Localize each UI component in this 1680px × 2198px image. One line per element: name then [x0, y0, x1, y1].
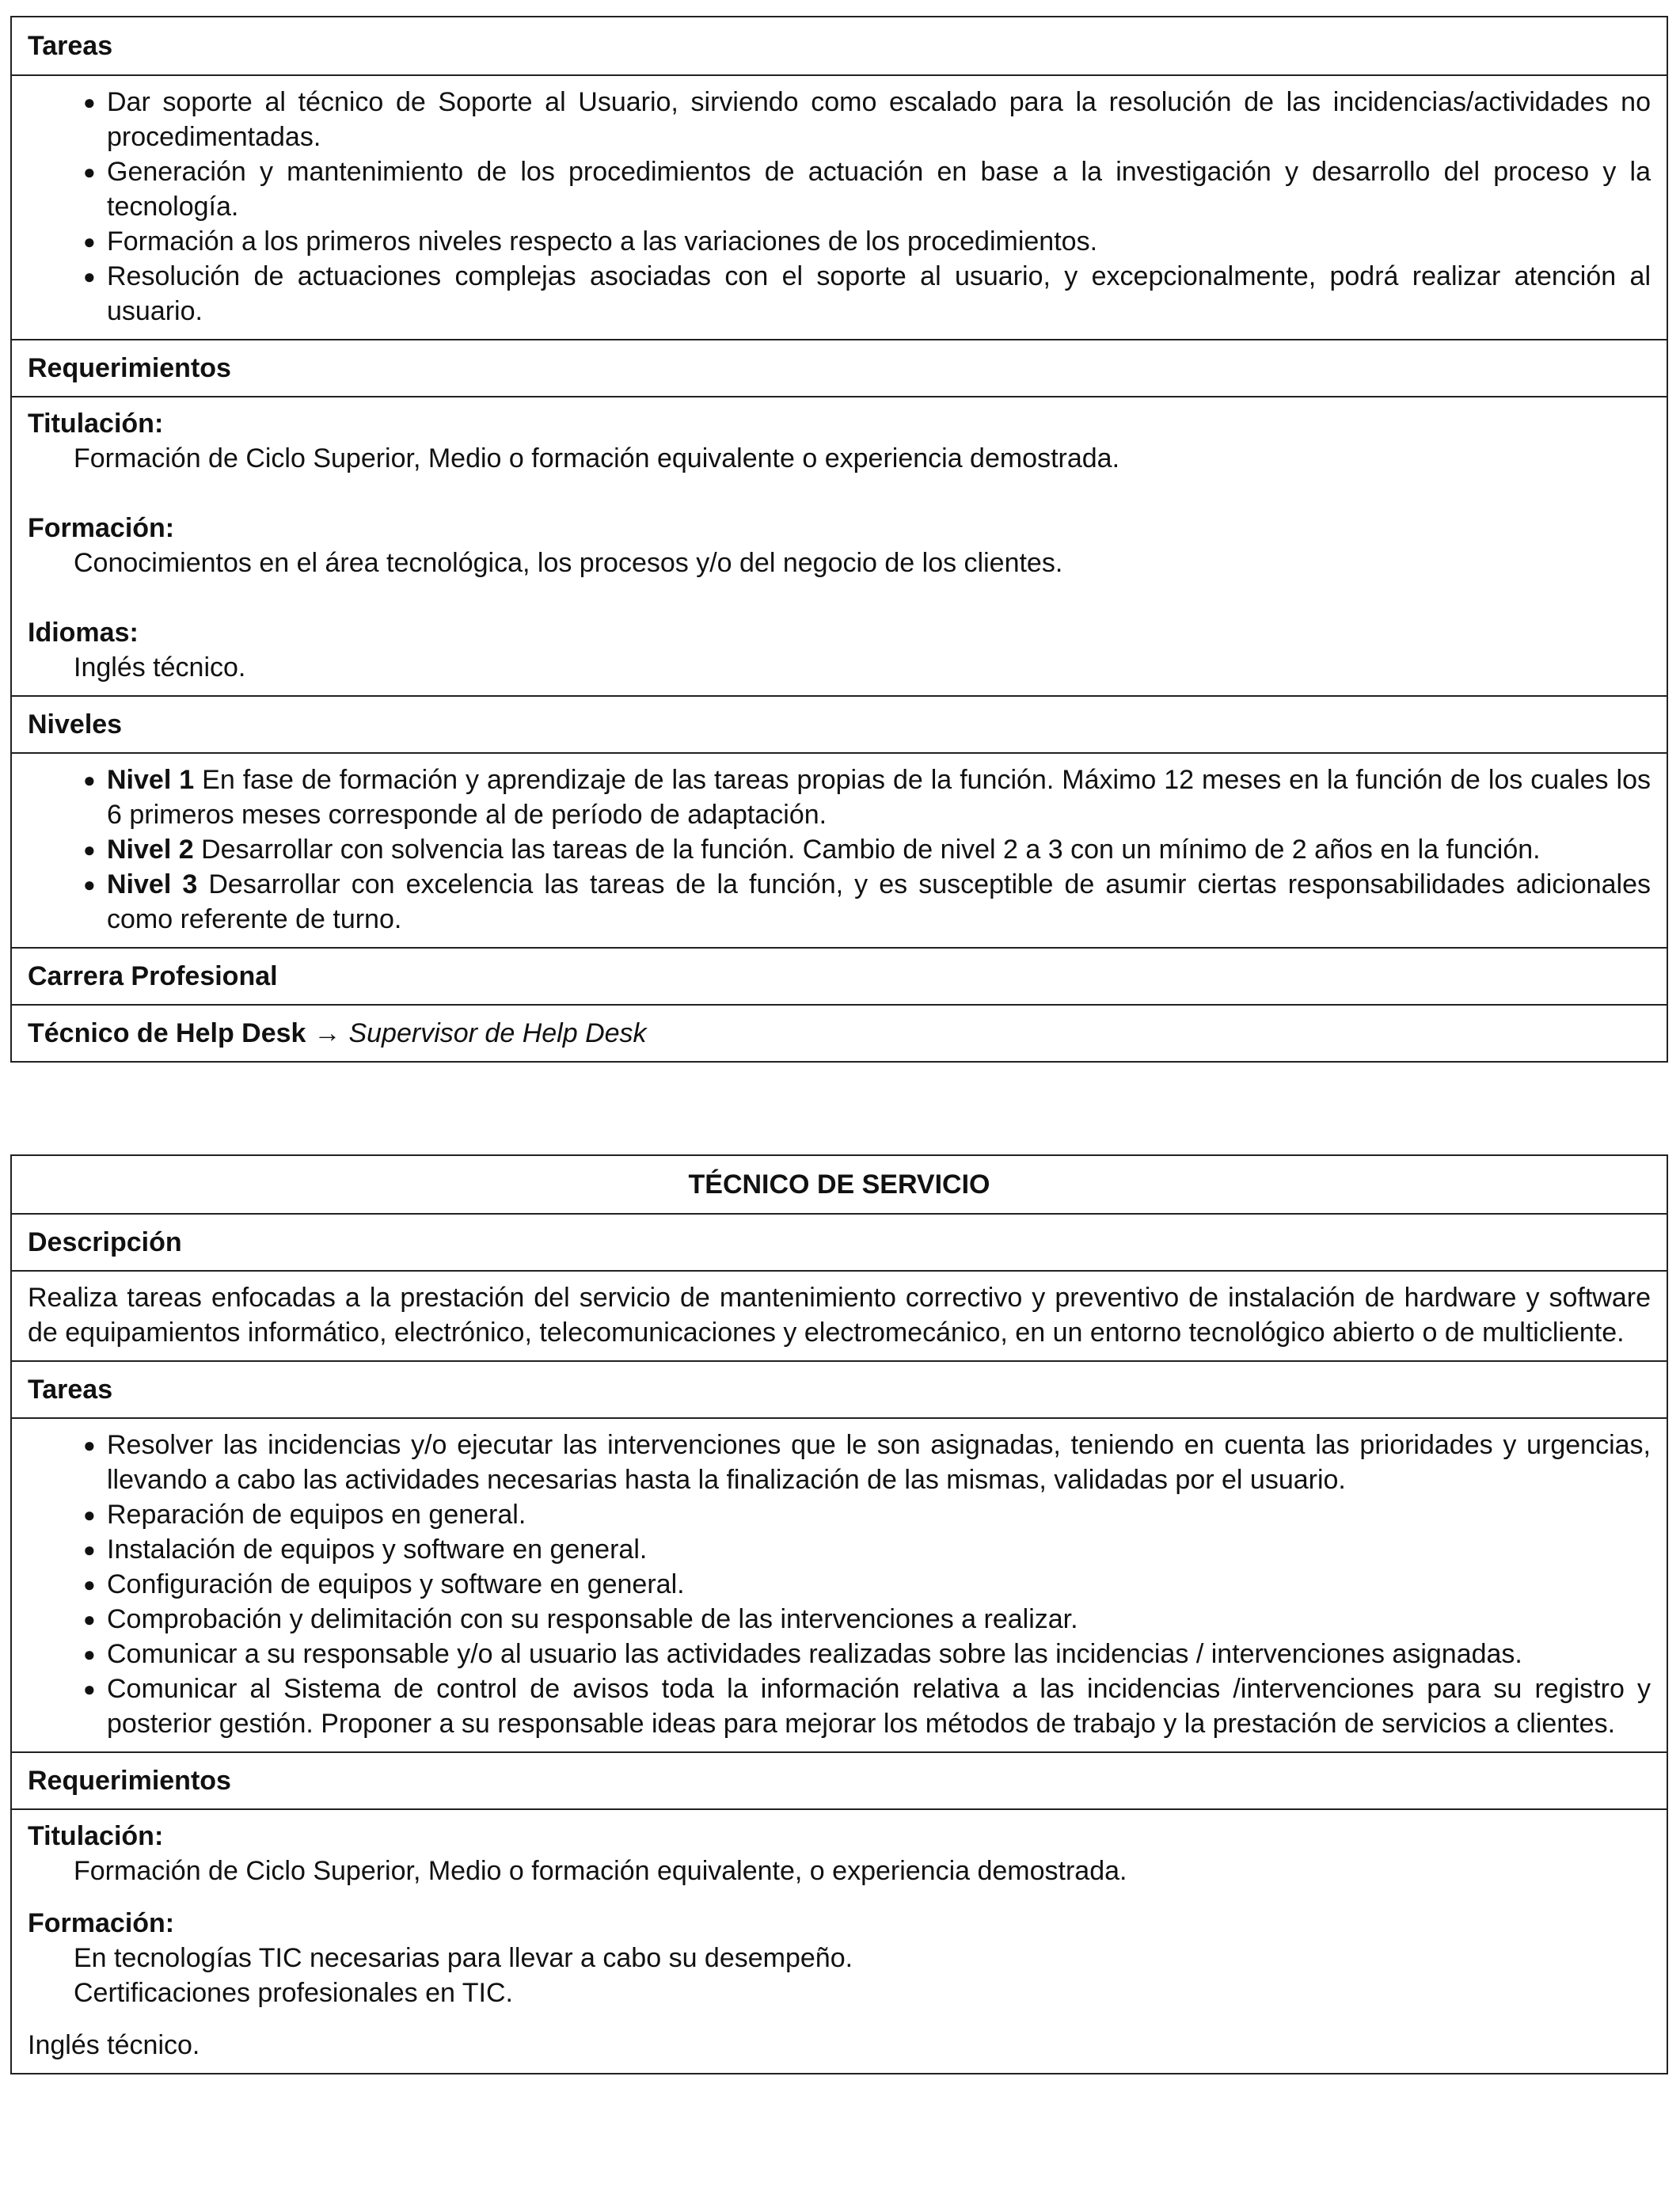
nivel-text: Desarrollar con excelencia las tareas de la función, y es susceptible de asumir ciertas responsabilidades adicionales como referente de turno. [107, 869, 1651, 934]
profile-title: TÉCNICO DE SERVICIO [688, 1169, 990, 1200]
list-item: ● Comprobación y delimitación con su responsable de las intervenciones a realizar. [28, 1602, 1651, 1637]
requerimientos-heading: Requerimientos [12, 1751, 1667, 1808]
tareas-heading: Tareas [12, 1360, 1667, 1417]
list-item: ● Resolución de actuaciones complejas asociadas con el soporte al usuario, y excepcionalmente, podrá realizar atención al usuario. [28, 259, 1651, 329]
niveles-section [12, 752, 1667, 947]
idiomas-text: Inglés técnico. [74, 652, 246, 683]
formacion-line: En tecnologías TIC necesarias para llevar a cabo su desempeño. [74, 1943, 853, 1973]
formacion-text: Conocimientos en el área tecnológica, los procesos y/o del negocio de los clientes. [74, 548, 1063, 578]
niveles-list [28, 762, 1651, 937]
nivel-label: Nivel 3 [107, 869, 198, 899]
descripcion-text: Realiza tareas enfocadas a la prestación del servicio de mantenimiento correctivo y preventivo de instalación de hardware y software de equipamientos informático, electrónico, telecomunicaciones y electromecánico, en un entorno tecnológico abierto o de multicliente. [12, 1270, 1667, 1360]
idiomas-label: Idiomas: [28, 618, 139, 648]
carrera-to: Supervisor de Help Desk [348, 1017, 647, 1048]
titulacion-label: Titulación: [28, 1821, 164, 1851]
tareas-list [28, 1428, 1651, 1741]
nivel-label: Nivel 1 [107, 765, 195, 795]
titulacion-text: Formación de Ciclo Superior, Medio o formación equivalente o experiencia demostrada. [74, 443, 1120, 473]
list-item: ● Reparación de equipos en general. [28, 1497, 1651, 1532]
requerimientos-section [12, 1808, 1667, 2073]
tareas-heading: Tareas [28, 30, 113, 61]
requerimientos-heading: Requerimientos [12, 339, 1667, 396]
formacion-label: Formación: [28, 1908, 175, 1938]
list-item: ● Dar soporte al técnico de Soporte al Usuario, sirviendo como escalado para la resolución de las incidencias/actividades no procedimentadas. [28, 85, 1651, 154]
titulacion-label: Titulación: [28, 409, 164, 439]
list-item: ● Comunicar a su responsable y/o al usuario las actividades realizadas sobre las incidencias / intervenciones asignadas. [28, 1637, 1651, 1671]
list-item: ● Generación y mantenimiento de los procedimientos de actuación en base a la investigación y desarrollo del proceso y la tecnología. [28, 154, 1651, 224]
carrera-path [12, 1004, 1667, 1061]
nivel-text: Desarrollar con solvencia las tareas de la función. Cambio de nivel 2 a 3 con un mínimo de 2 años en la función. [193, 835, 1541, 865]
list-item: ● Formación a los primeros niveles respecto a las variaciones de los procedimientos. [28, 224, 1651, 259]
nivel-label: Nivel 2 [107, 835, 194, 865]
job-profile-table-2 [10, 1154, 1668, 2074]
requerimientos-section [12, 396, 1667, 695]
list-item: ● Configuración de equipos y software en general. [28, 1567, 1651, 1602]
formacion-label: Formación: [28, 513, 175, 543]
carrera-heading: Carrera Profesional [12, 947, 1667, 1004]
list-item [28, 832, 1651, 867]
nivel-text: En fase de formación y aprendizaje de las tareas propias de la función. Máximo 12 meses en la función de los cuales los 6 primeros meses corresponde al de período de adaptación. [107, 765, 1651, 830]
arrow-right-icon: → [314, 1017, 341, 1048]
list-item [28, 762, 1651, 832]
list-item [28, 867, 1651, 937]
tareas-list [28, 85, 1651, 329]
niveles-heading: Niveles [12, 695, 1667, 752]
tareas-section [12, 1417, 1667, 1751]
tareas-section [12, 74, 1667, 339]
titulacion-text: Formación de Ciclo Superior, Medio o formación equivalente, o experiencia demostrada. [74, 1856, 1127, 1886]
formacion-line: Certificaciones profesionales en TIC. [74, 1978, 513, 2008]
descripcion-heading: Descripción [12, 1213, 1667, 1270]
idiomas-text: Inglés técnico. [28, 2030, 200, 2060]
carrera-from: Técnico de Help Desk [28, 1017, 306, 1048]
list-item: ● Instalación de equipos y software en general. [28, 1532, 1651, 1567]
list-item: ● Resolver las incidencias y/o ejecutar las intervenciones que le son asignadas, teniendo en cuenta las prioridades y urgencias, llevando a cabo las actividades necesarias hasta la finalización de las mismas, validadas por el usuario. [28, 1428, 1651, 1497]
job-profile-table-1 [10, 16, 1668, 1063]
list-item: ● Comunicar al Sistema de control de avisos toda la información relativa a las incidencias /intervenciones para su registro y posterior gestión. Proponer a su responsable ideas para mejorar los métodos de trabajo y la prestación de servicios a clientes. [28, 1671, 1651, 1741]
